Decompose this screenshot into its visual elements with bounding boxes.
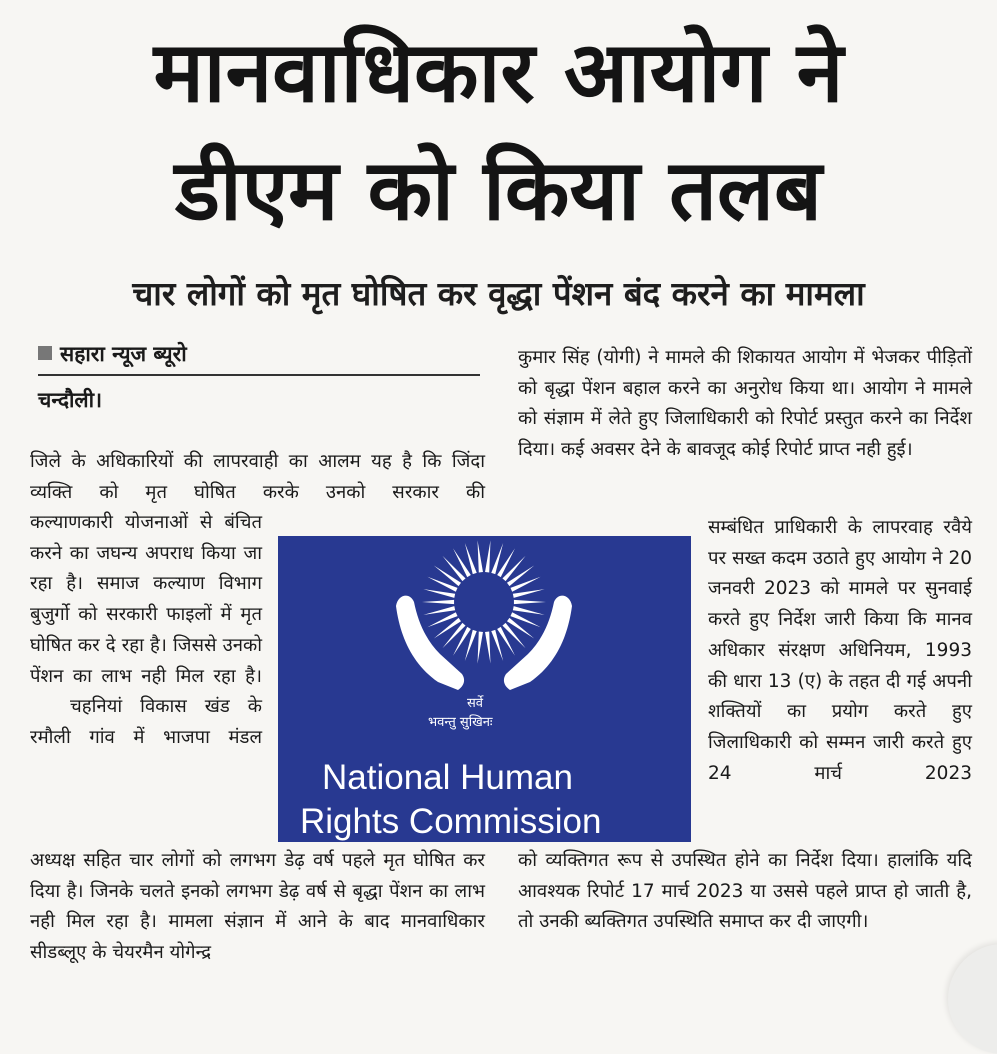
headline-line-1: मानवाधिकार आयोग ने (153, 23, 844, 121)
emblem-ray (514, 600, 546, 604)
right-paragraph-1: कुमार सिंह (योगी) ने मामले की शिकायत आयोग में भेजकर पीड़ितों को बृद्धा पेंशन बहाल करने का अनुरोध किया था। आयोग ने मामले को संज्ञाम में लेते हुए जिलाधिकारी को रिपोर्ट प्रस्तुत करने का निर्देश दिया। कई अवसर देने के बावजूद कोई रिपोर्ट प्राप्त नही हुई। (518, 347, 972, 461)
byline-divider (38, 374, 480, 376)
left-paragraph-1: जिले के अधिकारियों की लापरवाही का आलम यह है कि जिंदा व्यक्ति को मृत घोषित करके उनको सरकार की (30, 451, 485, 503)
emblem-ray (443, 556, 466, 581)
emblem-ray (485, 632, 490, 664)
emblem-ray (434, 566, 461, 587)
headline-line-2: डीएम को किया तलब (175, 141, 822, 239)
right-paragraph-3: को व्यक्तिगत रूप से उपस्थित होने का निर्देश दिया। हालांकि यदि आवश्यक रिपोर्ट 17 मार्च 2023 या उससे पहले प्राप्त हो जाती है, तो उनकी ब्यक्तिगत उपस्थिति समाप्त कर दी जाएगी। (518, 850, 972, 933)
logo-motto-line-1: सर्वे (467, 696, 484, 711)
left-paragraph-3: अध्यक्ष सहित चार लोगों को लगभग डेढ़ वर्ष पहले मृत घोषित कर दिया है। जिनके चलते इनको लगभग डेढ़ वर्ष से बृद्धा पेंशन का लाभ नही मिल रहा है। मामला संज्ञान में आने के बाद मानवाधिकार सीडब्लूए के चेयरमैन योगेन्द्र (30, 850, 485, 964)
byline-text: सहारा न्यूज ब्यूरो (60, 342, 187, 366)
emblem-ray (507, 618, 534, 639)
nhrc-logo (278, 536, 691, 842)
emblem-ray (513, 589, 545, 598)
emblem-ray (422, 600, 454, 604)
right-paragraph-2: सम्बंधित प्राधिकारी के लापरवाह रवैये पर सख्त कदम उठाते हुए आयोग ने 20 जनवरी 2023 को मामले पर सुनवाई करते हुए निर्देश जारी किया कि मानव अधिकार संरक्षण अधिनियम, 1993 की धारा 13 (ए) के तहत दी गई अपनी शक्तियों का प्रयोग करते हुए जिलाधिकारी को सम्मन जारी करते हुए 24 मार्च 2023 (708, 517, 972, 784)
emblem-ray (443, 623, 466, 648)
left-paragraph-2-text: कल्याणकारी योजनाओं से बंचित करने का जघन्य अपराध किया जा रहा है। समाज कल्याण विभाग बुजुर्गो को सरकारी फाइलों में मृत घोषित कर दे रहा है। जिससे उनको पेंशन का लाभ नही मिल रहा है। (30, 512, 262, 687)
emblem-ray (502, 623, 525, 648)
logo-motto-line-2: भवन्तु सुखिनः (428, 715, 493, 730)
emblem-ray (423, 606, 455, 615)
subheadline: चार लोगों को मृत घोषित कर वृद्धा पेंशन बंद करने का मामला (132, 274, 865, 313)
dateline: चन्दौली। (38, 388, 103, 412)
left-paragraph-2 (30, 508, 262, 754)
byline-square-icon (38, 346, 52, 360)
emblem-ray (478, 632, 483, 664)
logo-org-name-line-2: Rights Commission (300, 802, 602, 841)
left-paragraph-2b-text: चहनियां विकास खंड के रमौली गांव में भाजपा मंडल (30, 696, 262, 748)
emblem-ray (423, 589, 455, 598)
logo-org-name-line-1: National Human (322, 758, 573, 797)
emblem-ray (485, 540, 490, 572)
emblem-ray (513, 606, 545, 615)
emblem-ray (478, 540, 483, 572)
emblem-ray (502, 556, 525, 581)
emblem-ray (434, 618, 461, 639)
byline (38, 340, 187, 368)
emblem-ray (507, 566, 534, 587)
page-curl-shadow (948, 944, 997, 1054)
